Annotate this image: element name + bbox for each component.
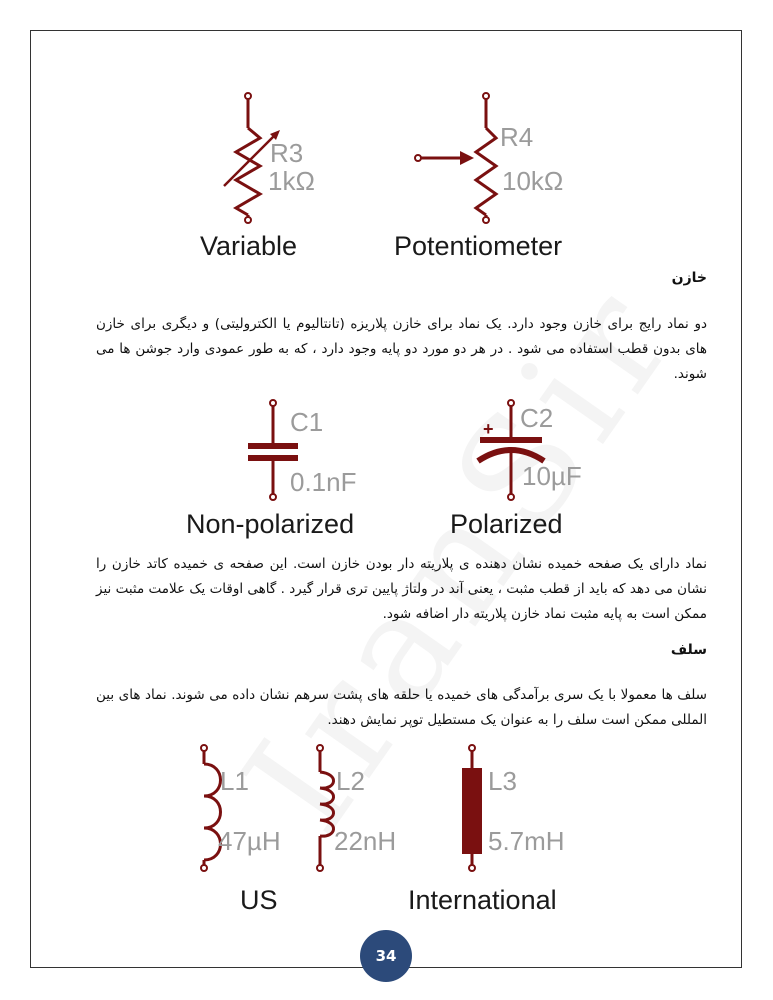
capacitor-explanation-paragraph: نماد دارای یک صفحه خمیده نشان دهنده ی پلاریته دار بودن خازن است. این صفحه ی خمیده کاتد خازن را نشان می دهد که باید از قطب مثبت ، یعنی آند در ولتاژ پایین تری قرار گیرد . گاهی اوقات یک علامت مثبت نیز ممکن است به پایه مثبت نماد خازن پلاریته دار اضافه شود. <box>96 556 707 622</box>
l1-ref-label: L1 <box>220 766 249 796</box>
non-polarized-caption: Non-polarized <box>186 509 355 539</box>
l3-ref-label: L3 <box>488 766 517 796</box>
r4-ref-label: R4 <box>500 122 534 152</box>
capacitor-heading: خازن <box>671 270 707 286</box>
international-caption: International <box>408 885 557 915</box>
us-caption: US <box>240 885 278 915</box>
c1-ref-label: C1 <box>290 407 324 437</box>
l1-value-label: 47µH <box>218 826 281 856</box>
potentiometer-symbol <box>415 93 496 223</box>
inductor-l3-symbol <box>462 745 482 871</box>
r4-value-label: 10kΩ <box>502 166 564 196</box>
inductor-intro-paragraph: سلف ها معمولا با یک سری برآمدگی های خمیده یا حلقه های پشت سرهم نشان داده می شوند. نماد های بین المللی ممکن است سلف را به عنوان یک مستطیل توپر نمایش دهند. <box>96 687 707 728</box>
l2-value-label: 22nH <box>334 826 397 856</box>
r3-value-label: 1kΩ <box>268 166 315 196</box>
c2-value-label: 10µF <box>522 461 582 491</box>
capacitor-intro-paragraph: دو نماد رایج برای خازن وجود دارد. یک نماد برای خازن پلاریزه (تانتالیوم یا الکترولیتی) و دیگری برای خازن های بدون قطب استفاده می شود . در هر دو مورد دو پایه وجود دارد ، که به طور عمودی وارد جوشن ها می شوند. <box>96 316 707 382</box>
variable-caption: Variable <box>200 231 298 261</box>
l2-ref-label: L2 <box>336 766 365 796</box>
l3-value-label: 5.7mH <box>488 826 565 856</box>
page-number-badge: 34 <box>360 930 412 982</box>
resistor-figure <box>180 80 600 270</box>
c1-value-label: 0.1nF <box>290 467 357 497</box>
inductor-figure <box>180 742 600 922</box>
r3-ref-label: R3 <box>270 138 304 168</box>
inductor-l2-symbol <box>317 745 334 871</box>
polarized-caption: Polarized <box>450 509 563 539</box>
c2-ref-label: C2 <box>520 403 554 433</box>
capacitor-figure <box>180 395 600 545</box>
potentiometer-caption: Potentiometer <box>394 231 563 261</box>
inductor-heading: سلف <box>670 642 707 658</box>
positive-sign: + <box>483 419 494 439</box>
